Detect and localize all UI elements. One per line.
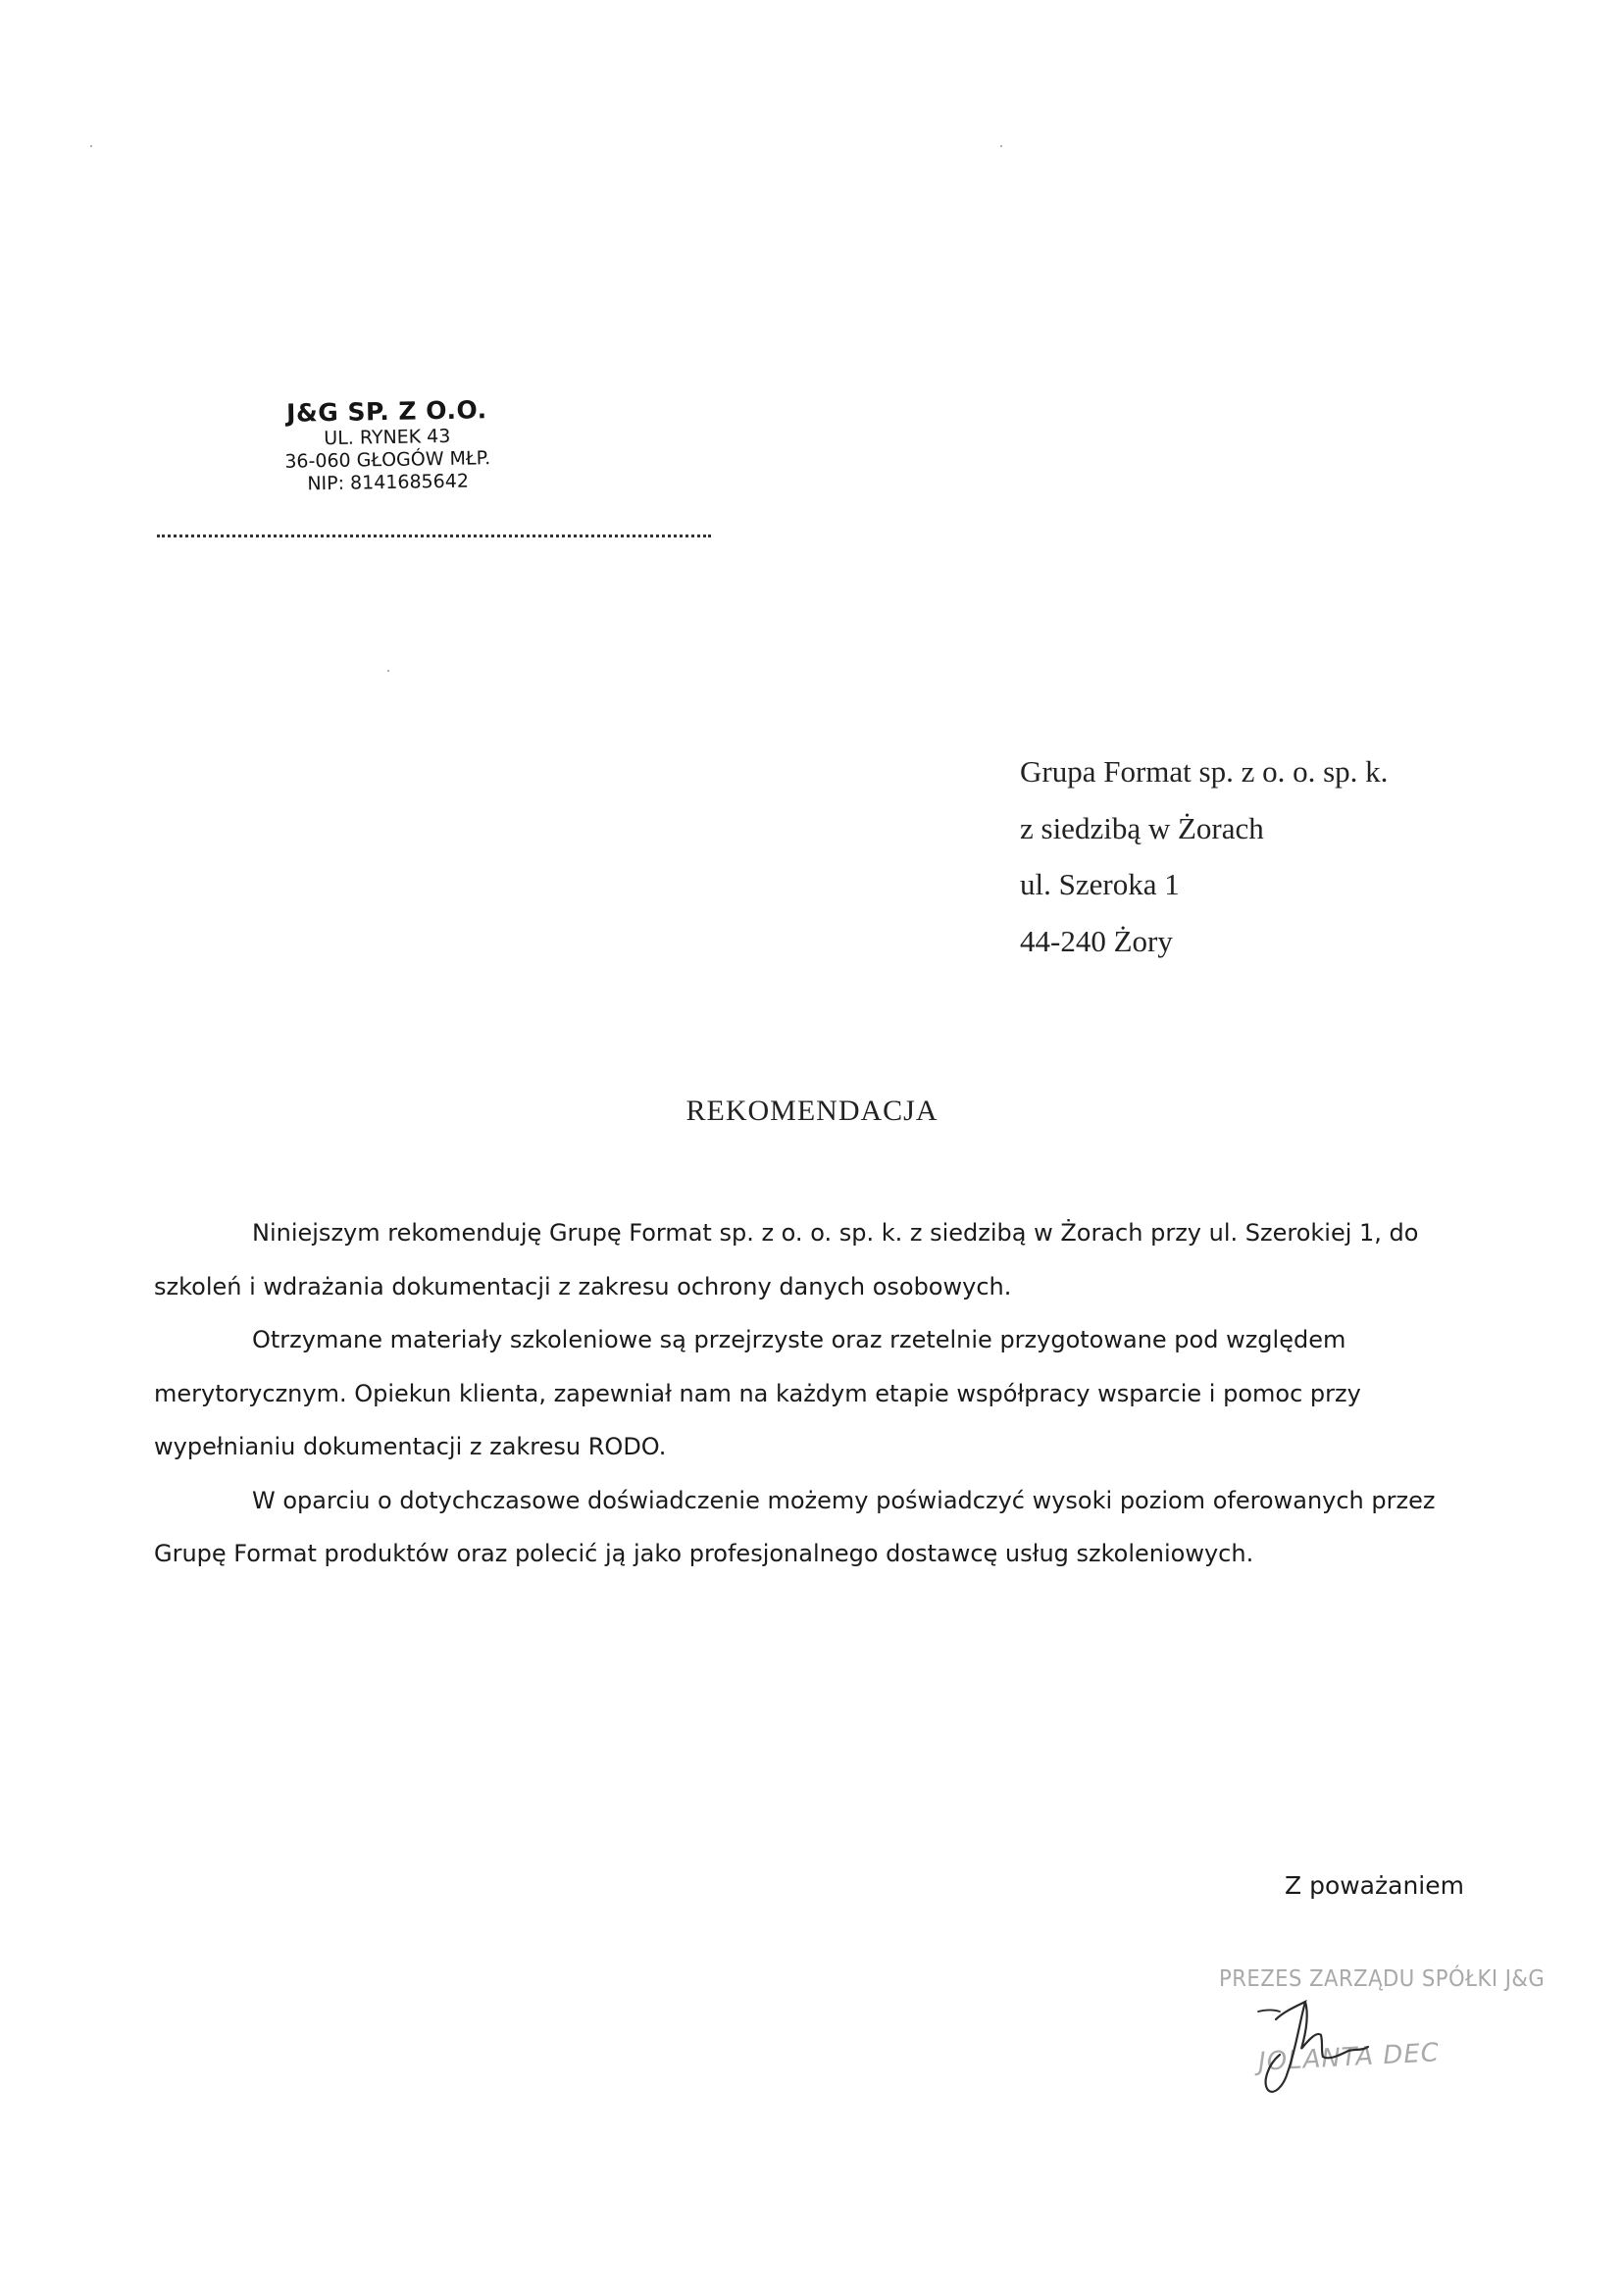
scan-speck xyxy=(387,670,389,672)
body-line: Grupę Format produktów oraz polecić ją jako profesjonalnego dostawcę usług szkoleniowych. xyxy=(154,1540,1254,1567)
body-line: Niniejszym rekomenduję Grupę Format sp. z o. o. sp. k. z siedzibą w Żorach przy ul. Szerokiej 1, do xyxy=(252,1219,1419,1247)
body-line: szkoleń i wdrażania dokumentacji z zakresu ochrony danych osobowych. xyxy=(154,1272,1012,1300)
signature-stamp-name: JOLANTA DEC xyxy=(1257,2038,1441,2077)
recipient-line-4: 44-240 Żory xyxy=(1020,923,1173,958)
sender-dotted-line xyxy=(157,535,711,537)
scan-speck xyxy=(1000,145,1002,147)
recipient-address xyxy=(1020,743,1388,969)
sender-nip: NIP: 8141685642 xyxy=(307,470,470,495)
signature-stamp-title: PREZES ZARZĄDU SPÓŁKI J&G xyxy=(1219,1966,1546,1992)
body-line: Otrzymane materiały szkoleniowe są przejrzyste oraz rzetelnie przygotowane pod względem xyxy=(252,1326,1346,1353)
document-title: REKOMENDACJA xyxy=(685,1095,939,1127)
recipient-line-2: z siedzibą w Żorach xyxy=(1020,810,1264,845)
recipient-line-3: ul. Szeroka 1 xyxy=(1020,867,1180,901)
sender-company: J&G SP. Z O.O. xyxy=(285,395,487,428)
signature-stamp xyxy=(1219,1966,1546,2114)
letter-body xyxy=(154,1206,1468,1581)
scan-speck xyxy=(90,145,92,147)
body-line: W oparciu o dotychczasowe doświadczenie możemy poświadczyć wysoki poziom oferowanych przez xyxy=(252,1486,1436,1514)
closing-text: Z poważaniem xyxy=(1285,1871,1464,1900)
recipient-line-1: Grupa Format sp. z o. o. sp. k. xyxy=(1020,754,1389,789)
handwritten-signature xyxy=(1219,1966,1513,2114)
sender-street: UL. RYNEK 43 xyxy=(324,425,451,450)
body-line: merytorycznym. Opiekun klienta, zapewniał nam na każdym etapie współpracy wsparcie i pomoc przy xyxy=(154,1379,1361,1407)
sender-city: 36-060 GŁOGÓW MŁP. xyxy=(284,447,491,473)
body-line: wypełnianiu dokumentacji z zakresu RODO. xyxy=(154,1433,667,1460)
sender-stamp xyxy=(249,395,526,497)
